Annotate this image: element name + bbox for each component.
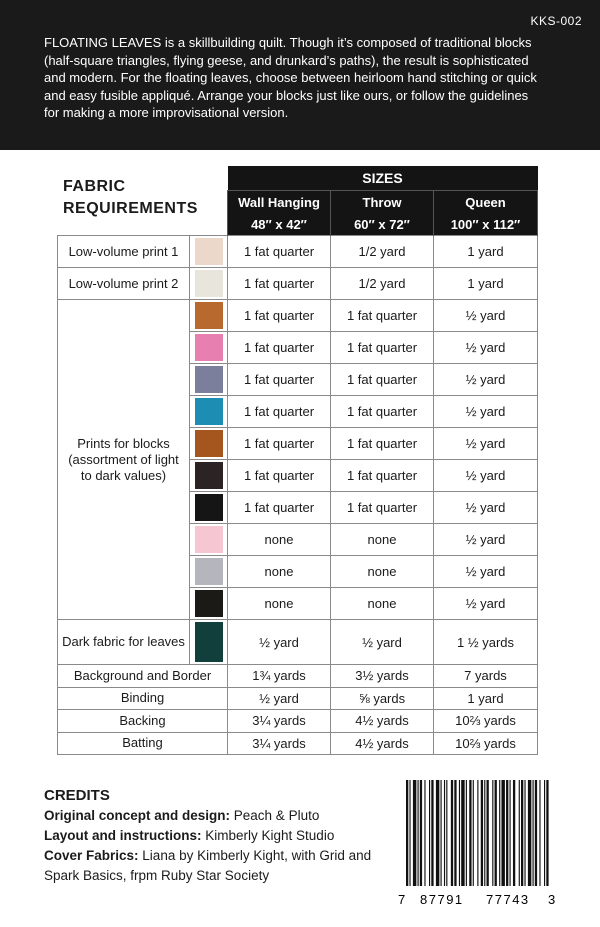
swatch-cell bbox=[190, 268, 228, 300]
amount-throw: 1 fat quarter bbox=[331, 428, 434, 460]
barcode-bar bbox=[418, 780, 419, 892]
size-dims-wall-hanging: 48″ x 42″ bbox=[228, 213, 331, 236]
fabric-swatch bbox=[195, 398, 223, 425]
fabric-label: Backing bbox=[58, 710, 228, 733]
amount-wall-hanging: none bbox=[228, 524, 331, 556]
barcode-bar bbox=[446, 780, 447, 892]
amount-wall-hanging: 1 fat quarter bbox=[228, 428, 331, 460]
barcode-bar bbox=[473, 780, 474, 892]
fabric-swatch bbox=[195, 366, 223, 393]
swatch-cell bbox=[190, 236, 228, 268]
amount-queen: ½ yard bbox=[434, 588, 538, 620]
fabric-swatch bbox=[195, 590, 223, 617]
amount-throw: 1 fat quarter bbox=[331, 460, 434, 492]
swatch-cell bbox=[190, 428, 228, 460]
amount-wall-hanging: 1 fat quarter bbox=[228, 396, 331, 428]
amount-queen: 10⅔ yards bbox=[434, 710, 538, 733]
barcode-bar bbox=[413, 780, 416, 892]
amount-queen: ½ yard bbox=[434, 364, 538, 396]
amount-throw: none bbox=[331, 524, 434, 556]
barcode-bar bbox=[477, 780, 478, 892]
credits-title: CREDITS bbox=[44, 787, 110, 804]
barcode-bar bbox=[469, 780, 471, 892]
barcode-bar bbox=[499, 780, 500, 892]
fabric-swatch bbox=[195, 238, 223, 265]
amount-queen: ½ yard bbox=[434, 492, 538, 524]
barcode-bars bbox=[406, 780, 549, 892]
amount-wall-hanging: 1 fat quarter bbox=[228, 364, 331, 396]
table-row bbox=[58, 732, 538, 755]
barcode-bar bbox=[406, 780, 408, 892]
barcode-bar bbox=[539, 780, 540, 892]
amount-wall-hanging: 1 fat quarter bbox=[228, 268, 331, 300]
fabric-swatch bbox=[195, 430, 223, 457]
barcode-bar bbox=[506, 780, 508, 892]
barcode-bar bbox=[409, 780, 410, 892]
swatch-cell bbox=[190, 556, 228, 588]
size-name-throw: Throw bbox=[331, 191, 434, 214]
fabric-swatch bbox=[195, 270, 223, 297]
barcode-bar bbox=[444, 780, 445, 892]
fabric-swatch bbox=[195, 526, 223, 553]
amount-wall-hanging: 1 fat quarter bbox=[228, 332, 331, 364]
amount-throw: 1 fat quarter bbox=[331, 364, 434, 396]
credit-concept bbox=[44, 806, 384, 826]
amount-throw: 3½ yards bbox=[331, 665, 434, 688]
header-spacer bbox=[58, 166, 228, 236]
table-row bbox=[58, 300, 538, 332]
amount-queen: 10⅔ yards bbox=[434, 732, 538, 755]
barcode-bar bbox=[524, 780, 525, 892]
size-dims-queen: 100″ x 112″ bbox=[434, 213, 538, 236]
intro-band bbox=[0, 0, 600, 150]
barcode-bar bbox=[492, 780, 493, 892]
barcode-bar bbox=[441, 780, 442, 892]
barcode-bar bbox=[459, 780, 460, 892]
fabric-swatch bbox=[195, 558, 223, 585]
barcode-bar bbox=[533, 780, 534, 892]
barcode-bar bbox=[487, 780, 489, 892]
amount-throw: 1/2 yard bbox=[331, 236, 434, 268]
swatch-cell bbox=[190, 460, 228, 492]
barcode-bar bbox=[519, 780, 520, 892]
swatch-cell bbox=[190, 620, 228, 665]
barcode-bar bbox=[495, 780, 497, 892]
fabric-label: Low-volume print 2 bbox=[58, 268, 190, 300]
amount-wall-hanging: 1 fat quarter bbox=[228, 460, 331, 492]
barcode-bar bbox=[484, 780, 485, 892]
barcode-bar bbox=[535, 780, 537, 892]
barcode-bar bbox=[513, 780, 515, 892]
swatch-cell bbox=[190, 300, 228, 332]
credit-layout bbox=[44, 826, 384, 846]
amount-throw: none bbox=[331, 556, 434, 588]
sizes-header: SIZES bbox=[228, 166, 538, 191]
barcode-digits-right: 77743 bbox=[486, 892, 530, 907]
barcode-bar bbox=[521, 780, 523, 892]
amount-wall-hanging: none bbox=[228, 556, 331, 588]
amount-wall-hanging: 1 fat quarter bbox=[228, 300, 331, 332]
amount-queen: 1 yard bbox=[434, 268, 538, 300]
fabric-label: Binding bbox=[58, 687, 228, 710]
credit-layout-label: Layout and instructions: bbox=[44, 828, 202, 843]
intro-text: FLOATING LEAVES is a skillbuilding quilt. Though it’s composed of traditional blocks (half-square triangles, flying geese, and drunkard’s paths), the result is sophisticated and modern. For the floating leaves, choose between heirloom hand stitching or quick and easy fusible appliqué. Arrange your blocks just like ours, or follow the guidelines for making a more improvisational version. bbox=[44, 35, 537, 120]
barcode-bar bbox=[546, 780, 548, 892]
amount-throw: none bbox=[331, 588, 434, 620]
barcode-digits-left: 87791 bbox=[420, 892, 464, 907]
credit-concept-label: Original concept and design: bbox=[44, 808, 231, 823]
fabric-label: Batting bbox=[58, 732, 228, 755]
amount-throw: 4½ yards bbox=[331, 732, 434, 755]
credit-fabrics-value: Liana by Kimberly Kight, with Grid and Spark Basics, frpm Ruby Star Society bbox=[44, 848, 372, 883]
dark-fabric-label: Dark fabric for leaves bbox=[58, 620, 190, 665]
credit-concept-value: Peach & Pluto bbox=[230, 808, 320, 823]
barcode-bar bbox=[429, 780, 430, 892]
fabric-requirements-table bbox=[57, 166, 538, 755]
amount-throw: ⅝ yards bbox=[331, 687, 434, 710]
amount-throw: 4½ yards bbox=[331, 710, 434, 733]
amount-queen: ½ yard bbox=[434, 300, 538, 332]
amount-throw: 1 fat quarter bbox=[331, 396, 434, 428]
pattern-code: KKS-002 bbox=[530, 14, 582, 28]
table-row bbox=[58, 710, 538, 733]
table-row bbox=[58, 665, 538, 688]
amount-queen: 1 yard bbox=[434, 687, 538, 710]
blocks-label: Prints for blocks (assortment of light to dark values) bbox=[58, 300, 190, 620]
fabric-swatch bbox=[195, 462, 223, 489]
barcode-bar bbox=[431, 780, 433, 892]
amount-throw: ½ yard bbox=[331, 620, 434, 665]
amount-queen: ½ yard bbox=[434, 524, 538, 556]
amount-throw: 1 fat quarter bbox=[331, 300, 434, 332]
amount-queen: ½ yard bbox=[434, 332, 538, 364]
amount-wall-hanging: 3¼ yards bbox=[228, 732, 331, 755]
barcode-bar bbox=[454, 780, 456, 892]
amount-wall-hanging: 3¼ yards bbox=[228, 710, 331, 733]
amount-queen: ½ yard bbox=[434, 396, 538, 428]
fabric-swatch bbox=[195, 302, 223, 329]
barcode-bar bbox=[528, 780, 531, 892]
barcode-bar bbox=[481, 780, 483, 892]
barcode bbox=[398, 780, 558, 910]
credit-fabrics-label: Cover Fabrics: bbox=[44, 848, 139, 863]
amount-wall-hanging: ½ yard bbox=[228, 620, 331, 665]
amount-throw: 1/2 yard bbox=[331, 268, 434, 300]
barcode-bar bbox=[436, 780, 439, 892]
amount-wall-hanging: 1 fat quarter bbox=[228, 492, 331, 524]
amount-queen: 7 yards bbox=[434, 665, 538, 688]
fabric-swatch bbox=[195, 334, 223, 361]
barcode-digit-last: 3 bbox=[548, 892, 556, 907]
barcode-bar bbox=[451, 780, 453, 892]
heading-line-2: REQUIREMENTS bbox=[63, 200, 198, 217]
swatch-cell bbox=[190, 524, 228, 556]
size-dims-throw: 60″ x 72″ bbox=[331, 213, 434, 236]
fabric-swatch bbox=[195, 494, 223, 521]
amount-queen: ½ yard bbox=[434, 428, 538, 460]
table-row bbox=[58, 620, 538, 665]
fabric-label: Background and Border bbox=[58, 665, 228, 688]
fabric-label: Low-volume print 1 bbox=[58, 236, 190, 268]
amount-wall-hanging: 1 fat quarter bbox=[228, 236, 331, 268]
fabric-swatch bbox=[195, 622, 223, 662]
credit-layout-value: Kimberly Kight Studio bbox=[201, 828, 335, 843]
table-row bbox=[58, 687, 538, 710]
barcode-bar bbox=[461, 780, 464, 892]
barcode-digit-first: 7 bbox=[398, 892, 406, 907]
barcode-bar bbox=[420, 780, 422, 892]
swatch-cell bbox=[190, 396, 228, 428]
swatch-cell bbox=[190, 364, 228, 396]
size-name-wall-hanging: Wall Hanging bbox=[228, 191, 331, 214]
amount-queen: 1 ½ yards bbox=[434, 620, 538, 665]
table-row bbox=[58, 268, 538, 300]
swatch-cell bbox=[190, 332, 228, 364]
barcode-bar bbox=[510, 780, 511, 892]
barcode-bar bbox=[544, 780, 545, 892]
size-name-queen: Queen bbox=[434, 191, 538, 214]
amount-throw: 1 fat quarter bbox=[331, 492, 434, 524]
heading-line-1: FABRIC bbox=[63, 178, 126, 195]
amount-wall-hanging: ½ yard bbox=[228, 687, 331, 710]
swatch-cell bbox=[190, 492, 228, 524]
barcode-bar bbox=[466, 780, 467, 892]
credit-fabrics bbox=[44, 846, 384, 886]
barcode-bar bbox=[424, 780, 425, 892]
amount-wall-hanging: 1¾ yards bbox=[228, 665, 331, 688]
amount-wall-hanging: none bbox=[228, 588, 331, 620]
swatch-cell bbox=[190, 588, 228, 620]
table-row bbox=[58, 236, 538, 268]
amount-queen: ½ yard bbox=[434, 460, 538, 492]
amount-queen: 1 yard bbox=[434, 236, 538, 268]
barcode-bar bbox=[501, 780, 504, 892]
amount-queen: ½ yard bbox=[434, 556, 538, 588]
amount-throw: 1 fat quarter bbox=[331, 332, 434, 364]
